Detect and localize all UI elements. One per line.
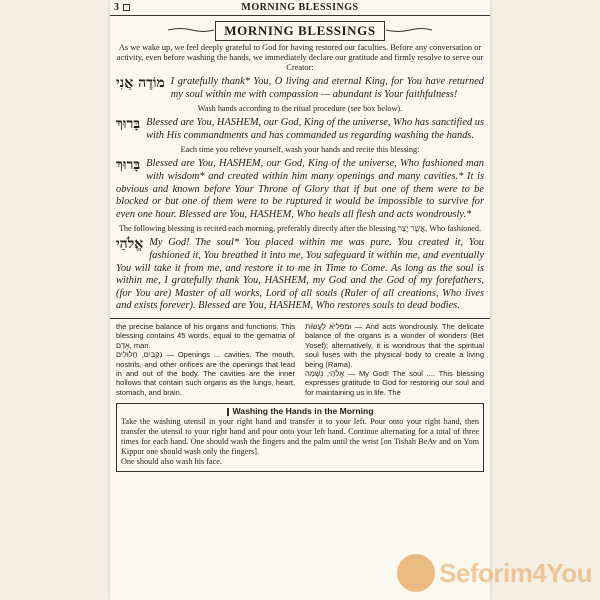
blessing-text: My God! The soul* You placed within me was pure. You created it, You fashioned it, You breathed it into me, You safeguard it within me, and eventually You will take it from me, and restore it to me in Time to Come. As long as the soul is within me, I gratefully thank You, HASHEM, my God and the God of my forefathers, (for You are) Master of all works, Lord of all souls (Ruler of all creations, Who lives and exists forever). Blessed are You, HASHEM, Who restores souls to dead bodies.	[116, 237, 484, 312]
box-paragraph: One should also wash his face.	[121, 457, 222, 467]
watermark	[397, 554, 592, 592]
hebrew-opening-word: בָּרוּךְ	[116, 116, 141, 133]
commentary-paragraph: the precise balance of his organs and functions. This blessing contains 45 words, equal to the gematria of אָדָם, man.	[116, 321, 295, 350]
relieve-instruction: Each time you relieve yourself, wash your hands and recite this blessing:	[180, 145, 420, 155]
section-title: MORNING BLESSINGS	[215, 21, 384, 41]
blessing-text: I gratefully thank* You, O living and eternal King, for You have returned my soul within me with compassion — abundant is Your faithfulness!	[170, 76, 484, 100]
commentary-paragraph: נְקָבִים, חֲלוּלִים — Openings ... cavities. The mouth, nostrils, and other orifices are the openings that lead in and out of the body. The cavities are the inner hollows that contain such organs as the lungs, heart, stomach, and brain.	[116, 350, 295, 397]
left-ornament-icon	[168, 27, 214, 33]
title-bar-icon	[227, 408, 229, 416]
box-paragraph: Take the washing utensil in your right hand and transfer it to your left. Pour onto your right hand, then transfer the utensil to your right hand and pour onto your left hand. Continue alternating for a total of three times for each hand. One should wash the fingers and the palm until the wrist [on Tishah BeAv and on Yom Kippur one should wash only the fingers].	[121, 417, 479, 456]
siddur-page	[110, 0, 490, 600]
wash-instruction: Wash hands according to the ritual procedure (see box below).	[197, 104, 403, 114]
watermark-logo-icon	[397, 554, 435, 592]
modeh-ani-blessing	[116, 76, 484, 101]
washing-instructions-box	[116, 403, 484, 472]
elohai-neshamah-blessing	[116, 237, 484, 313]
section-title-row	[110, 21, 490, 39]
asher-yatzar-blessing	[116, 158, 484, 221]
intro-text: As we wake up, we feel deeply grateful to God for having restored our faculties. Before any conversation or activity, even before washing the hands, we immediately declare our gratitude and firmly resolve to serve our Creator:	[116, 43, 484, 72]
page-number: 3	[114, 0, 130, 15]
commentary-paragraph: וּמַפְלִיא לַעֲשׂוֹת — And acts wondrously. The delicate balance of the organs is a wonder of wonders (Bet Yosef); alternatively, it is wondrous that the spiritual soul fuses with the physical body to create a living being (Rama).	[305, 321, 484, 369]
watermark-text: Seforim4You	[439, 557, 592, 588]
right-ornament-icon	[386, 27, 432, 33]
hebrew-opening-word: אֱלֹהַי	[116, 236, 144, 253]
commentary-paragraph: אֱלֹהַי, נְשָׁמָה — My God! The soul .... This blessing expresses gratitude to God for restoring our soul and for maintaining us in life. The	[305, 368, 485, 397]
following-instruction: The following blessing is recited each morning, preferably directly after the blessing אֲשֶׁר יָצַר, Who fashioned.	[118, 224, 482, 234]
box-title: Washing the Hands in the Morning	[121, 406, 479, 416]
hebrew-opening-word: בָּרוּךְ	[116, 157, 141, 174]
blessing-text: Blessed are You, HASHEM, our God, King of the universe, Who fashioned man with wisdom* and created within him many openings and many cavities.* It is obvious and known before Your Throne of Glory that if but one of them were to be blocked or but one of them were to be ruptured it would be impossible to survive for even one hour. Blessed are You, HASHEM, Who heals all flesh and acts wondrously.*	[116, 158, 484, 220]
commentary-notes	[116, 322, 484, 397]
commentary-divider	[110, 318, 490, 319]
netilat-yadayim-blessing	[116, 117, 484, 142]
blessing-text: Blessed are You, HASHEM, our God, King of the universe, Who has sanctified us with His commandments and has commanded us regarding washing the hands.	[146, 117, 484, 141]
commentary-right-column	[305, 322, 484, 397]
commentary-left-column	[116, 322, 295, 397]
running-title: MORNING BLESSINGS	[241, 2, 359, 13]
hebrew-opening-word: מוֹדֶה אֲנִי	[116, 75, 165, 91]
page-header	[110, 0, 490, 16]
